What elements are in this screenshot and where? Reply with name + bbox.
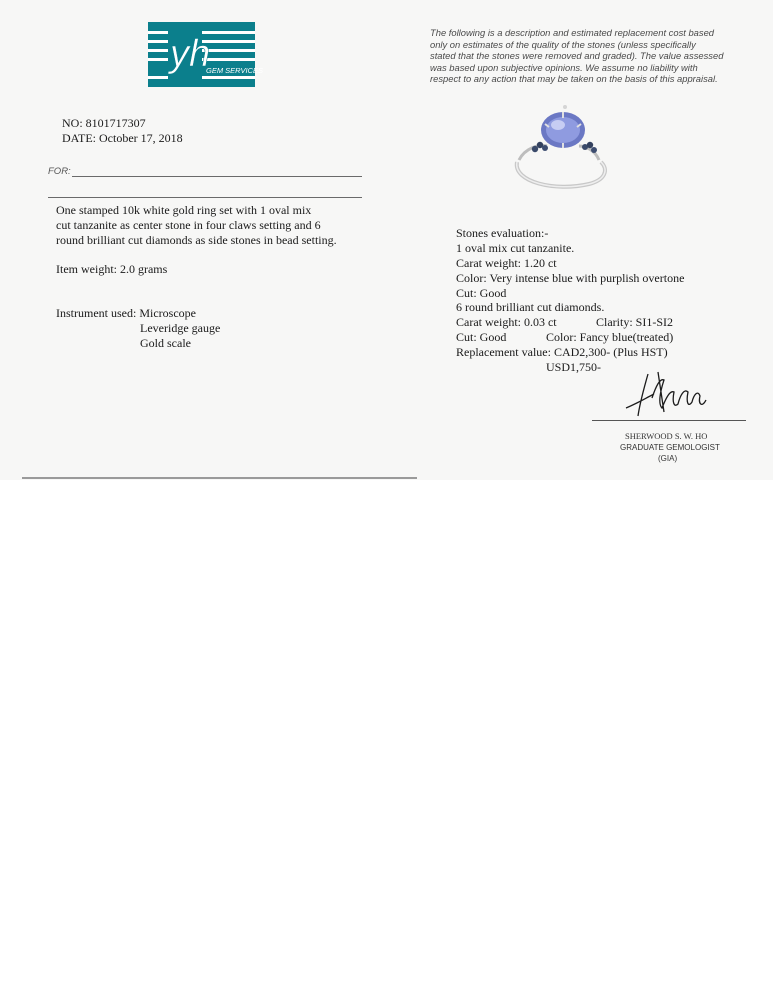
signer-name: SHERWOOD S. W. HO — [625, 431, 708, 441]
evaluation-line: Cut: Good — [456, 330, 507, 344]
divider-line — [48, 197, 362, 198]
evaluation-heading: Stones evaluation:- — [456, 226, 549, 240]
description-line: One stamped 10k white gold ring set with 1 oval mix — [56, 203, 312, 217]
evaluation-line: Carat weight: 1.20 ct — [456, 256, 557, 270]
card-bottom-edge — [22, 477, 417, 479]
instrument-item: Leveridge gauge — [140, 321, 221, 335]
disclaimer-line: The following is a description and estimated replacement cost based — [430, 27, 715, 38]
appraisal-disclaimer — [430, 27, 750, 85]
evaluation-line: Color: Fancy blue(treated) — [546, 330, 674, 344]
evaluation-line: Color: Very intense blue with purplish overtone — [456, 271, 685, 285]
signature-line — [592, 420, 746, 421]
disclaimer-line: was based upon subjective opinions. We assume no liability with — [430, 61, 698, 73]
item-weight: Item weight: 2.0 grams — [56, 262, 168, 276]
instrument-item: Gold scale — [140, 336, 191, 350]
evaluation-line: Clarity: SI1-SI2 — [596, 315, 673, 329]
description-line: cut tanzanite as center stone in four claws setting and 6 — [56, 218, 321, 232]
logo-tagline: GEM SERVICES — [206, 66, 263, 75]
replacement-value-usd: USD1,750- — [546, 360, 602, 374]
appraisal-number: NO: 8101717307 — [62, 116, 146, 130]
signer-credential: (GIA) — [658, 454, 678, 463]
logo-monogram: yh — [170, 33, 211, 75]
description-line: round brilliant cut diamonds as side stones in bead setting. — [56, 233, 337, 247]
appraisal-card — [0, 0, 773, 480]
evaluation-line: Carat weight: 0.03 ct — [456, 315, 557, 329]
instrument-label: Instrument used: Microscope — [56, 306, 196, 320]
ring-photo — [505, 100, 625, 192]
disclaimer-line: stated that the stones were removed and graded). The value assessed — [430, 50, 724, 62]
evaluation-line: 1 oval mix cut tanzanite. — [456, 241, 575, 255]
for-label: FOR: — [48, 166, 71, 177]
disclaimer-line: respect to any action that may be taken on the basis of this appraisal. — [430, 73, 718, 85]
appraisal-date: DATE: October 17, 2018 — [62, 131, 183, 145]
for-underline — [72, 176, 362, 177]
disclaimer-line: only on estimates of the quality of the stones (unless specifically — [430, 38, 696, 50]
evaluation-line: 6 round brilliant cut diamonds. — [456, 300, 605, 314]
yh-gem-services-logo — [148, 22, 263, 87]
replacement-value: Replacement value: CAD2,300- (Plus HST) — [456, 345, 668, 359]
evaluation-line: Cut: Good — [456, 286, 507, 300]
signer-title: GRADUATE GEMOLOGIST — [620, 443, 720, 452]
